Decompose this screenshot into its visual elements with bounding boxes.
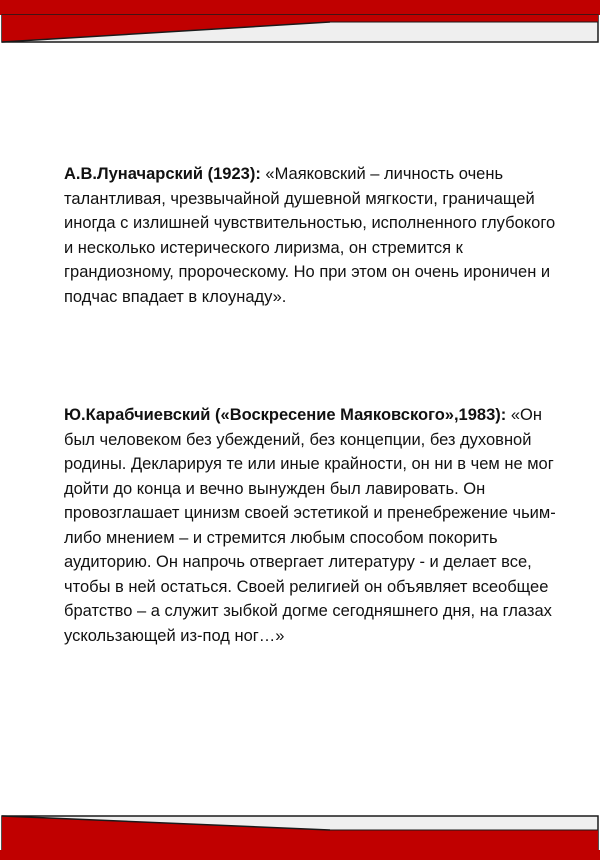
quote-text: «Маяковский – личность очень талантливая, чрезвычайной душевной мягкости, граничащей иногда с излишней чувствительностью, исполненного глубокого и несколько истерического лиризма, он стремится к грандиозному, пророческому. Но при этом он очень ироничен и подчас впадает в клоунаду». xyxy=(64,165,556,306)
quote-karabchievsky xyxy=(64,403,564,648)
top-decorative-banner xyxy=(0,0,600,46)
top-banner-red-stripe xyxy=(0,0,600,15)
quote-lunacharsky xyxy=(64,162,564,309)
quote-author: А.В.Луначарский (1923): xyxy=(64,165,261,183)
quote-text: «Он был человеком без убеждений, без концепции, без духовной родины. Декларируя те или иные крайности, он ни в чем не мог дойти до конца и вечно вынужден был лавировать. Он провозглашает цинизм своей эстетикой и пренебрежение чьим-либо мнением – и стремится любым способом покорить аудиторию. Он напрочь отвергает литературу - и делает все, чтобы в ней остаться. Своей религией он объявляет всеобщее братство – а служит зыбкой догме сегодняшнего дня, на глазах ускользающей из-под ног…» xyxy=(64,406,556,645)
quote-author: Ю.Карабчиевский («Воскресение Маяковского»,1983): xyxy=(64,406,507,424)
bottom-banner-graphic xyxy=(0,814,600,860)
bottom-banner-red-stripe xyxy=(0,850,600,860)
bottom-decorative-banner xyxy=(0,814,600,860)
top-banner-graphic xyxy=(0,0,600,46)
